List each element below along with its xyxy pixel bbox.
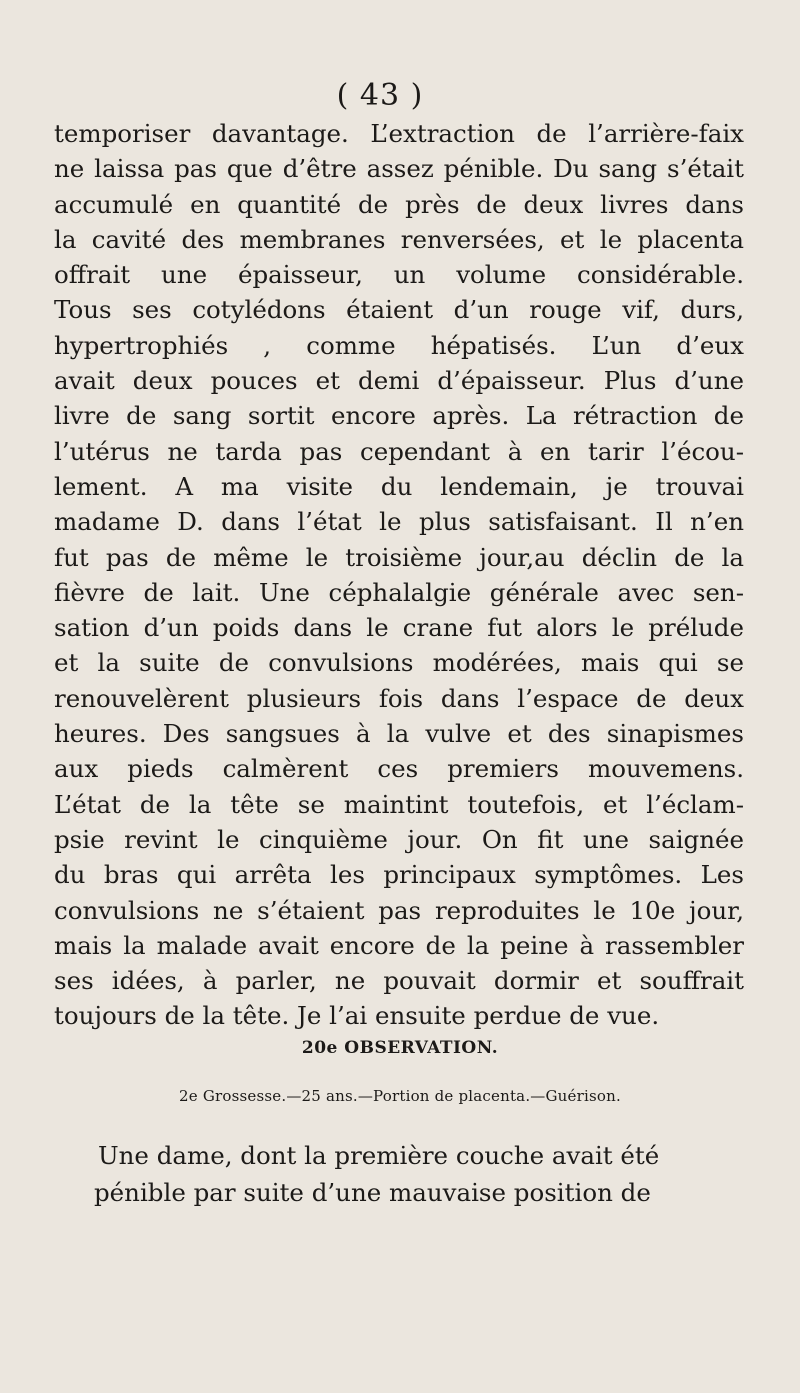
text-line: Tous ses cotylédons étaient d’un rouge vif, durs, <box>54 295 744 325</box>
text-line: pénible par suite d’une mauvaise position de <box>94 1178 651 1207</box>
text-line: avait deux pouces et demi d’épaisseur. Plus d’une <box>54 366 744 396</box>
text-line: heures. Des sangsues à la vulve et des sinapismes <box>54 719 744 749</box>
text-line: Une dame, dont la première couche avait été <box>98 1141 660 1170</box>
text-line: madame D. dans l’état le plus satisfaisant. Il n’en <box>54 507 744 537</box>
page-number: ( 43 ) <box>336 78 424 113</box>
text-line: hypertrophiés , comme hépatisés. L’un d’eux <box>54 330 744 360</box>
text-line: ses idées, à parler, ne pouvait dormir et souffrait <box>54 966 744 996</box>
text-line: et la suite de convulsions modérées, mais qui se <box>54 648 744 678</box>
text-line: L’état de la tête se maintint toutefois, et l’éclam- <box>54 789 744 819</box>
text-line: l’utérus ne tarda pas cependant à en tarir l’écou- <box>54 436 744 466</box>
text-line: psie revint le cinquième jour. On fit une saignée <box>54 824 744 854</box>
text-line: lement. A ma visite du lendemain, je trouvai <box>54 471 744 501</box>
text-line: sation d’un poids dans le crane fut alors le prélude <box>54 613 744 643</box>
text-line: fut pas de même le troisième jour,au déclin de la <box>54 542 744 572</box>
text-line: fièvre de lait. Une céphalalgie générale avec sen- <box>54 577 744 607</box>
section-heading: 20e OBSERVATION. <box>301 1038 499 1058</box>
text-line: offrait une épaisseur, un volume considérable. <box>54 260 744 290</box>
text-line: livre de sang sortit encore après. La rétraction de <box>54 401 744 431</box>
text-line: toujours de la tête. Je l’ai ensuite perdue de vue. <box>54 1001 660 1031</box>
text-line: convulsions ne s’étaient pas reproduites le 10e jour, <box>54 895 744 925</box>
text-line: aux pieds calmèrent ces premiers mouvemens. <box>54 754 744 784</box>
section-subheading: 2e Grossesse.—25 ans.—Portion de placenta.—Guérison. <box>179 1087 621 1105</box>
text-line: accumulé en quantité de près de deux livres dans <box>54 189 744 219</box>
paragraph-continuation <box>54 116 744 1034</box>
text-line: mais la malade avait encore de la peine à rassembler <box>54 930 744 960</box>
text-line: temporiser davantage. L’extraction de l’arrière-faix <box>54 119 744 148</box>
text-line: la cavité des membranes renversées, et le placenta <box>54 224 744 254</box>
paragraph-observation <box>94 1137 660 1211</box>
text-line: ne laissa pas que d’être assez pénible. Du sang s’était <box>54 154 744 184</box>
text-line: du bras qui arrêta les principaux symptômes. Les <box>54 860 744 890</box>
text-line: renouvelèrent plusieurs fois dans l’espace de deux <box>54 683 744 713</box>
